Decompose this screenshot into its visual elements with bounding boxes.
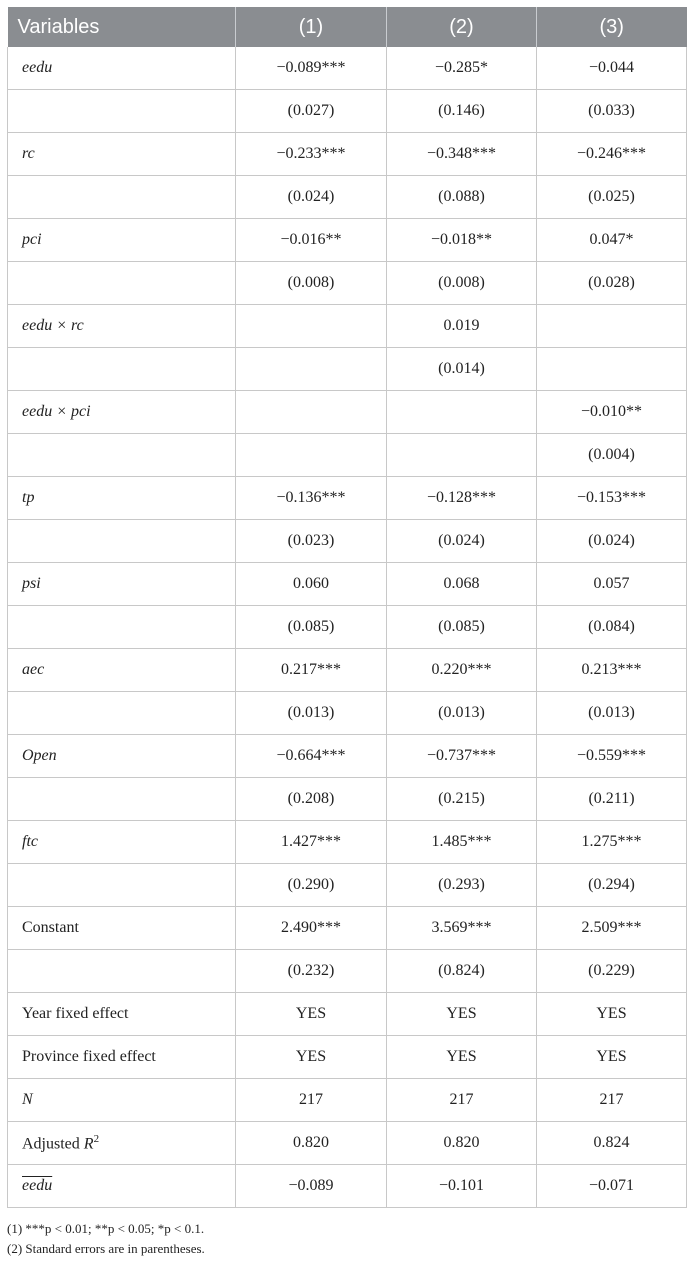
table-cell: −0.737*** [387,735,537,778]
row-label: Constant [8,907,236,950]
table-cell: 1.427*** [236,821,387,864]
row-label [8,434,236,477]
row-label: N [8,1079,236,1122]
table-cell [537,348,687,391]
table-cell: −0.018** [387,219,537,262]
table-cell: −0.010** [537,391,687,434]
note-standard-errors: (2) Standard errors are in parentheses. [7,1241,205,1256]
table-cell: 217 [387,1079,537,1122]
table-cell: (0.290) [236,864,387,907]
row-label: aec [8,649,236,692]
table-cell: 0.060 [236,563,387,606]
table-row [8,133,687,176]
table-cell: (0.024) [537,520,687,563]
row-label [8,176,236,219]
table-row [8,90,687,133]
table-row [8,176,687,219]
table-cell: 0.820 [236,1122,387,1165]
table-cell [236,305,387,348]
table-row-mean-eedu [8,1165,687,1208]
table-row [8,391,687,434]
table-cell: −0.136*** [236,477,387,520]
table-cell: 1.485*** [387,821,537,864]
table-notes [7,1219,205,1259]
table-cell: 0.068 [387,563,537,606]
row-label [8,348,236,391]
table-cell: (0.146) [387,90,537,133]
table-cell [236,348,387,391]
row-label [8,90,236,133]
table-row [8,47,687,90]
table-cell: 217 [236,1079,387,1122]
row-label: Year fixed effect [8,993,236,1036]
table-cell: −0.101 [387,1165,537,1208]
table-cell: YES [537,993,687,1036]
adj-r2-var: R [83,1135,94,1153]
header-model-2: (2) [387,7,537,47]
table-cell: −0.285* [387,47,537,90]
row-label: psi [8,563,236,606]
row-label: pci [8,219,236,262]
table-cell: (0.084) [537,606,687,649]
table-row [8,692,687,735]
row-label [8,1122,236,1165]
table-cell: −0.128*** [387,477,537,520]
table-cell: (0.014) [387,348,537,391]
adj-r2-sup: 2 [93,1132,100,1145]
table-row [8,864,687,907]
table-row [8,735,687,778]
table-cell: −0.071 [537,1165,687,1208]
table-cell [236,391,387,434]
table-cell: 217 [537,1079,687,1122]
table-cell: (0.023) [236,520,387,563]
table-cell: (0.294) [537,864,687,907]
table-cell: (0.232) [236,950,387,993]
table-cell: (0.008) [236,262,387,305]
table-cell: (0.028) [537,262,687,305]
table-cell [236,434,387,477]
table-cell: 0.213*** [537,649,687,692]
table-cell: (0.824) [387,950,537,993]
table-cell: (0.088) [387,176,537,219]
adj-r2-prefix: Adjusted [22,1135,84,1153]
header-variables: Variables [8,7,236,47]
table-row [8,950,687,993]
table-cell: (0.013) [387,692,537,735]
row-label: ftc [8,821,236,864]
table-row-adjusted-r2 [8,1122,687,1165]
table-cell: (0.208) [236,778,387,821]
table-cell: −0.044 [537,47,687,90]
table-cell: (0.024) [236,176,387,219]
row-label: rc [8,133,236,176]
row-label: eedu × rc [8,305,236,348]
note-significance: (1) ***p < 0.01; **p < 0.05; *p < 0.1. [7,1221,205,1236]
table-cell: −0.559*** [537,735,687,778]
row-label: eedu × pci [8,391,236,434]
table-row [8,1036,687,1079]
table-row [8,348,687,391]
table-row [8,778,687,821]
table-cell: −0.233*** [236,133,387,176]
table-cell: (0.024) [387,520,537,563]
table-cell [537,305,687,348]
table-cell: (0.008) [387,262,537,305]
table-cell: (0.013) [537,692,687,735]
table-row [8,907,687,950]
table-cell: −0.664*** [236,735,387,778]
table-cell: YES [387,1036,537,1079]
table-cell: (0.004) [537,434,687,477]
row-label [8,950,236,993]
table-cell: YES [387,993,537,1036]
table-cell: (0.215) [387,778,537,821]
table-row [8,821,687,864]
table-cell: (0.293) [387,864,537,907]
table-cell: (0.085) [236,606,387,649]
table-cell: 0.019 [387,305,537,348]
row-label [8,520,236,563]
table-row [8,649,687,692]
table-cell [387,434,537,477]
header-model-1: (1) [236,7,387,47]
table-cell: YES [236,993,387,1036]
table-cell: 2.490*** [236,907,387,950]
table-cell: (0.229) [537,950,687,993]
table-cell: 0.220*** [387,649,537,692]
table-row [8,262,687,305]
row-label [8,606,236,649]
table-row [8,434,687,477]
table-cell: 2.509*** [537,907,687,950]
table-cell: 0.820 [387,1122,537,1165]
table-row [8,520,687,563]
row-label: eedu [8,47,236,90]
row-label: tp [8,477,236,520]
mean-eedu-label: eedu [22,1177,53,1194]
table-header [8,7,687,47]
table-cell: (0.033) [537,90,687,133]
table-cell: YES [236,1036,387,1079]
row-label: Province fixed effect [8,1036,236,1079]
table-row [8,1079,687,1122]
row-label [8,262,236,305]
table-cell: −0.089 [236,1165,387,1208]
table-cell: −0.246*** [537,133,687,176]
table-cell: 0.057 [537,563,687,606]
table-cell [387,391,537,434]
table-cell: (0.211) [537,778,687,821]
row-label [8,1165,236,1208]
table-cell: −0.016** [236,219,387,262]
table-row [8,993,687,1036]
table-cell: (0.027) [236,90,387,133]
table-cell: (0.085) [387,606,537,649]
table-row [8,477,687,520]
table-cell: −0.348*** [387,133,537,176]
table-cell: −0.153*** [537,477,687,520]
row-label: Open [8,735,236,778]
table-body [8,47,687,1208]
table-row [8,606,687,649]
row-label [8,864,236,907]
table-cell: −0.089*** [236,47,387,90]
table-cell: 3.569*** [387,907,537,950]
table-row [8,219,687,262]
regression-table [7,7,687,1208]
table-row [8,563,687,606]
row-label [8,778,236,821]
table-cell: 0.824 [537,1122,687,1165]
table-cell: YES [537,1036,687,1079]
table-cell: 1.275*** [537,821,687,864]
table-cell: 0.217*** [236,649,387,692]
row-label [8,692,236,735]
header-model-3: (3) [537,7,687,47]
table-row [8,305,687,348]
table-cell: 0.047* [537,219,687,262]
table-cell: (0.025) [537,176,687,219]
table-cell: (0.013) [236,692,387,735]
